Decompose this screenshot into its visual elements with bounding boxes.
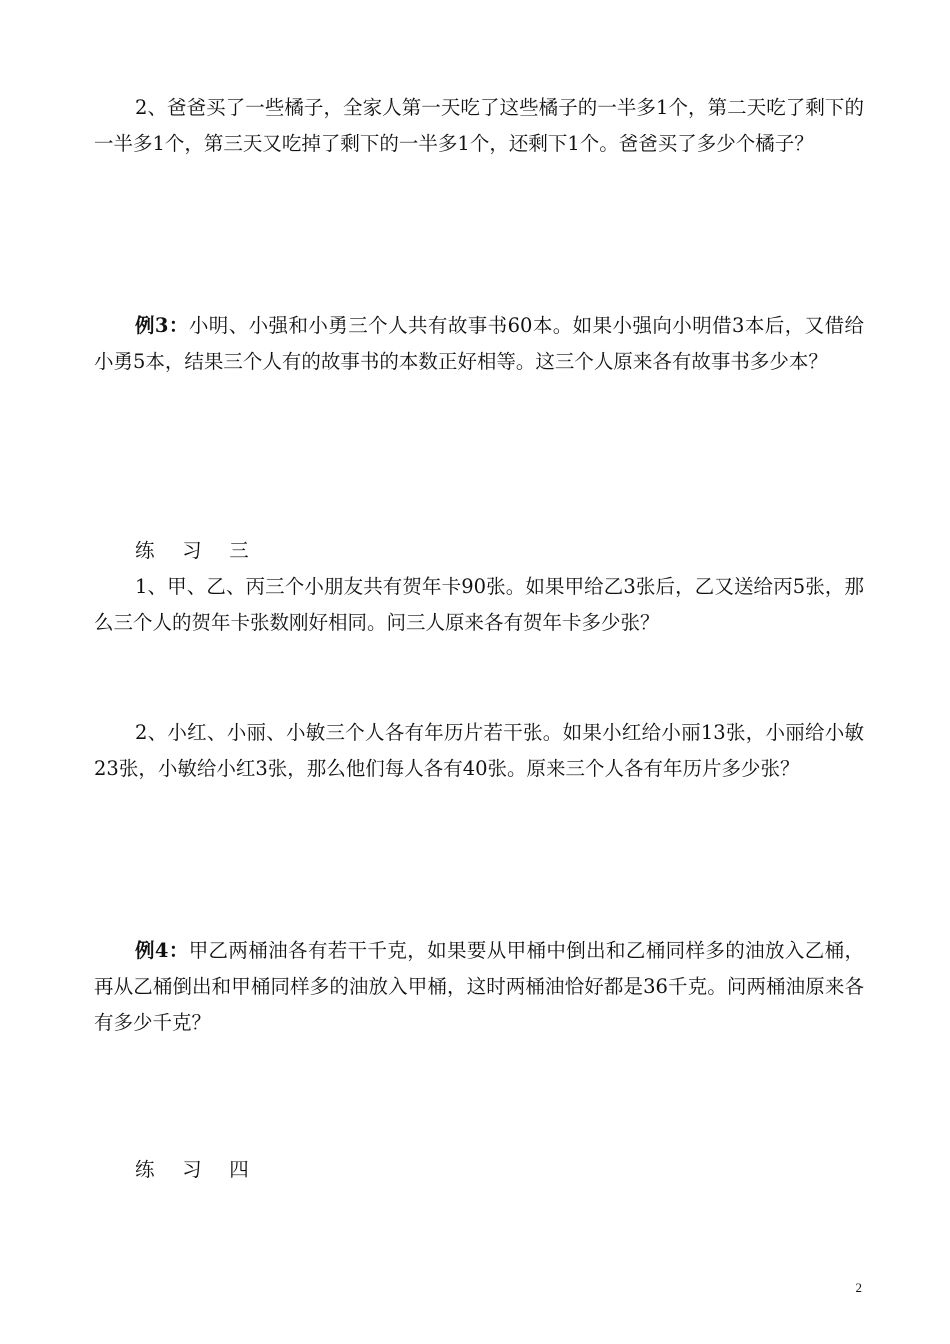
page-number: 2 xyxy=(855,1280,862,1295)
practice-3-problem-1: 1、甲、乙、丙三个小朋友共有贺年卡90张。如果甲给乙3张后，乙又送给丙5张，那么三个人的贺年卡张数刚好相同。问三人原来各有贺年卡多少张？ xyxy=(94,575,864,634)
example-3-label: 例3： xyxy=(135,314,189,337)
example-3-text: 小明、小强和小勇三个人共有故事书60本。如果小强向小明借3本后，又借给小勇5本，结果三个人有的故事书的本数正好相等。这三个人原来各有故事书多少本？ xyxy=(94,314,864,373)
practice-4-heading: 练 习 四 xyxy=(135,1158,260,1181)
practice-3-problem-2: 2、小红、小丽、小敏三个人各有年历片若干张。如果小红给小丽13张，小丽给小敏23张，小敏给小红3张，那么他们每人各有40张。原来三个人各有年历片多少张？ xyxy=(94,721,864,780)
example-4 xyxy=(94,933,864,1041)
practice-3-heading: 练 习 三 xyxy=(135,539,260,562)
example-3 xyxy=(94,308,864,380)
example-4-label: 例4： xyxy=(135,939,189,962)
example-4-text: 甲乙两桶油各有若干千克，如果要从甲桶中倒出和乙桶同样多的油放入乙桶，再从乙桶倒出和甲桶同样多的油放入甲桶，这时两桶油恰好都是36千克。问两桶油原来各有多少千克？ xyxy=(94,939,864,1034)
problem-2-oranges: 2、爸爸买了一些橘子，全家人第一天吃了这些橘子的一半多1个，第二天吃了剩下的一半多1个，第三天又吃掉了剩下的一半多1个，还剩下1个。爸爸买了多少个橘子？ xyxy=(94,96,864,155)
